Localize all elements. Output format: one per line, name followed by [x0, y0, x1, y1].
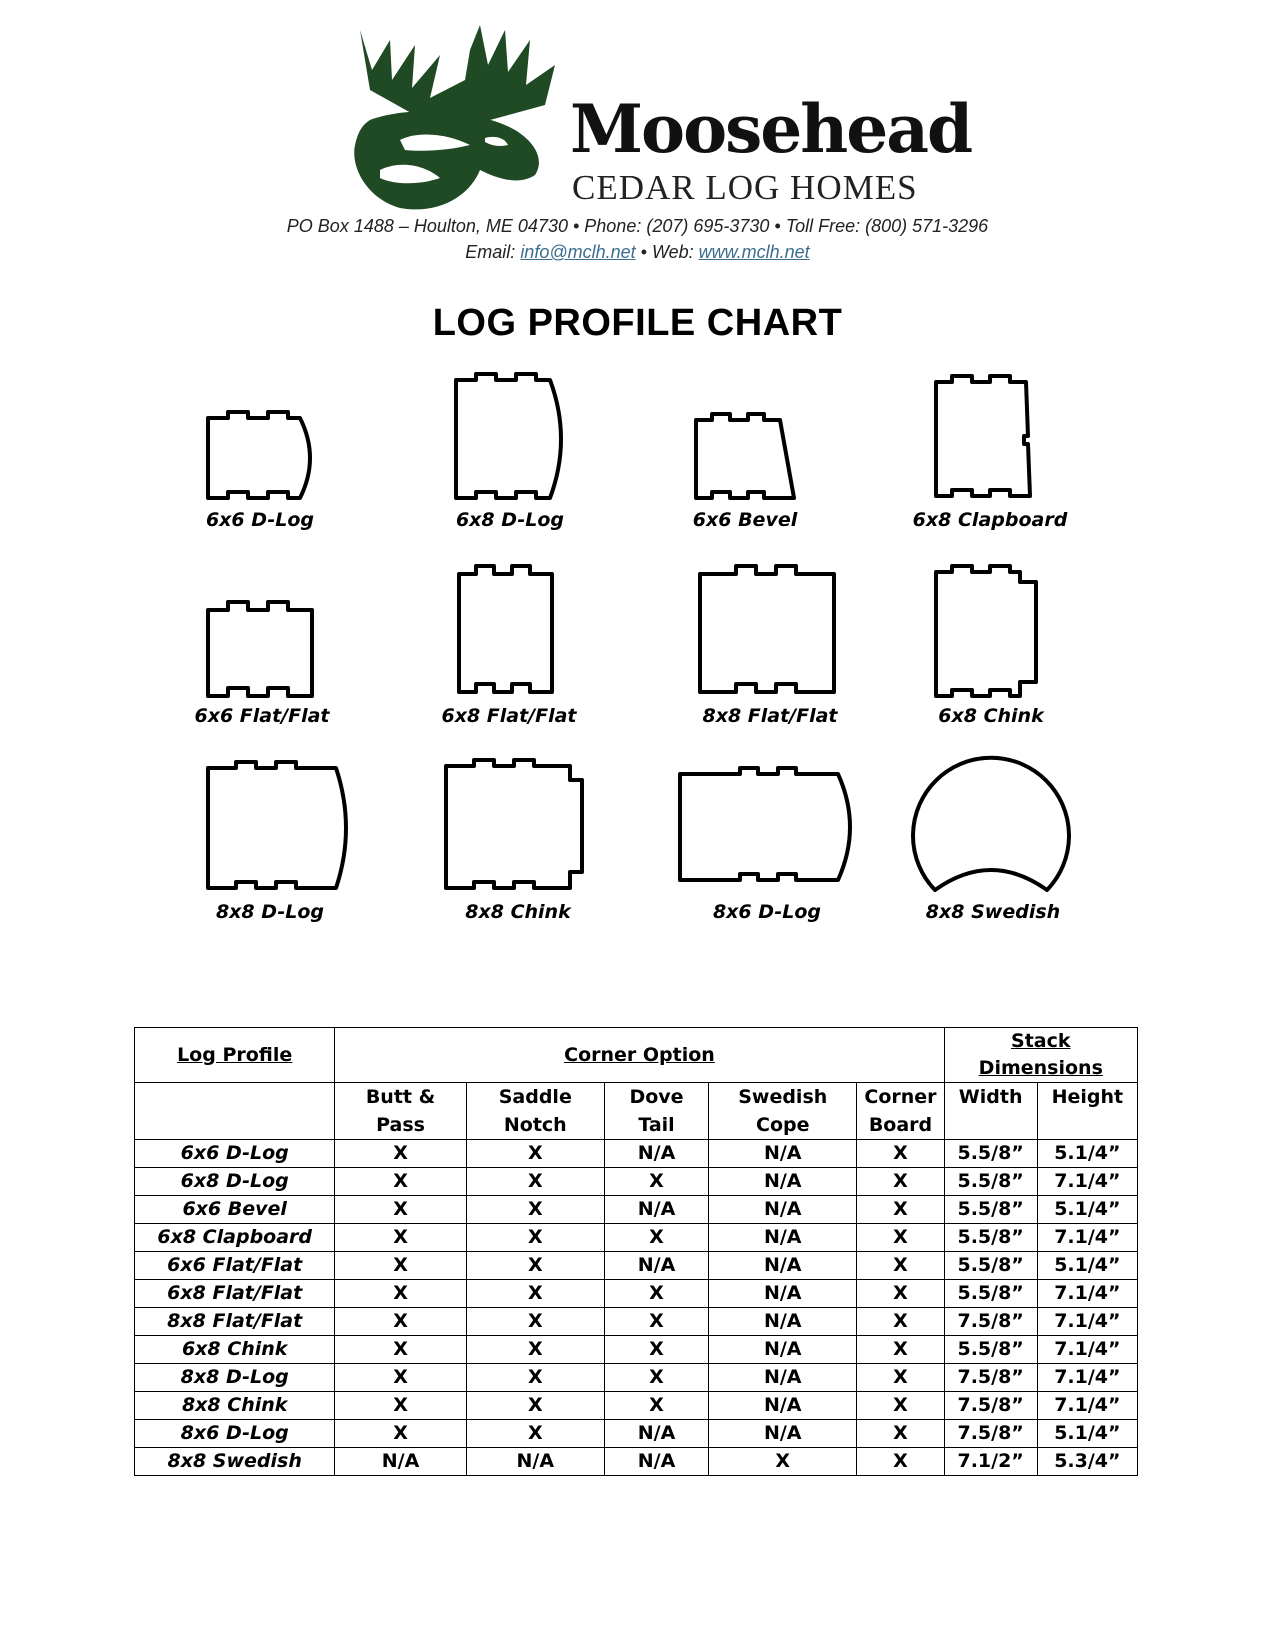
table-cell: 7.1/4” — [1037, 1336, 1137, 1364]
table-cell: 7.1/4” — [1037, 1168, 1137, 1196]
table-cell: N/A — [709, 1420, 857, 1448]
table-cell: 7.5/8” — [944, 1308, 1037, 1336]
table-cell: N/A — [709, 1224, 857, 1252]
profile-shape-8x8-chink — [446, 760, 582, 888]
table-cell: X — [604, 1364, 708, 1392]
table-row — [135, 1308, 1138, 1336]
table-cell: 5.5/8” — [944, 1280, 1037, 1308]
table-cell: X — [466, 1168, 604, 1196]
table-cell: 5.1/4” — [1037, 1420, 1137, 1448]
table-cell: X — [466, 1140, 604, 1168]
profile-shape-6x8-flat-flat — [459, 566, 552, 692]
web-separator: • Web: — [635, 242, 699, 262]
header-stack-dimensions: Stack Dimensions — [944, 1028, 1137, 1083]
table-cell: X — [335, 1224, 466, 1252]
header-butt-pass — [335, 1083, 466, 1140]
brand-name: Moosehead — [570, 90, 972, 168]
log-profiles — [0, 370, 1275, 980]
profile-label: 6x6 D-Log — [205, 509, 315, 531]
profile-shape-6x8-d-log — [456, 374, 561, 498]
row-profile-name: 6x6 Bevel — [135, 1196, 335, 1224]
row-profile-name: 6x8 Clapboard — [135, 1224, 335, 1252]
table-cell: 5.3/4” — [1037, 1448, 1137, 1476]
table-row — [135, 1280, 1138, 1308]
table-cell: X — [335, 1392, 466, 1420]
table-cell: X — [604, 1224, 708, 1252]
row-profile-name: 6x6 D-Log — [135, 1140, 335, 1168]
table-body — [135, 1140, 1138, 1476]
table-cell: X — [857, 1224, 944, 1252]
table-cell: N/A — [466, 1448, 604, 1476]
table-cell: X — [335, 1280, 466, 1308]
table-cell: 7.1/4” — [1037, 1224, 1137, 1252]
table-cell: X — [335, 1420, 466, 1448]
table-row — [135, 1392, 1138, 1420]
table-cell: 5.5/8” — [944, 1140, 1037, 1168]
table-cell: 5.1/4” — [1037, 1252, 1137, 1280]
header-dove-line1: Dove — [629, 1086, 684, 1108]
header-height — [1037, 1083, 1137, 1140]
web-link[interactable]: www.mclh.net — [698, 242, 810, 262]
table-cell: X — [466, 1420, 604, 1448]
table-cell: X — [335, 1336, 466, 1364]
row-profile-name: 8x8 Chink — [135, 1392, 335, 1420]
table-cell: X — [857, 1448, 944, 1476]
table-cell: 5.5/8” — [944, 1168, 1037, 1196]
table-cell: N/A — [709, 1308, 857, 1336]
table-cell: N/A — [709, 1168, 857, 1196]
table-cell: X — [604, 1280, 708, 1308]
profile-shape-6x8-chink — [936, 566, 1036, 696]
header-width-label: Width — [958, 1086, 1023, 1108]
table-cell: X — [466, 1252, 604, 1280]
log-profile-table — [134, 1027, 1138, 1476]
profile-shape-8x8-swedish — [913, 758, 1069, 890]
header-blank — [135, 1083, 335, 1140]
header-saddle-line1: Saddle — [498, 1086, 572, 1108]
header-width — [944, 1083, 1037, 1140]
header-dove-tail — [604, 1083, 708, 1140]
table-cell: X — [857, 1168, 944, 1196]
contact-web-line — [0, 242, 1275, 263]
brand-subtitle: CEDAR LOG HOMES — [572, 168, 918, 207]
table-row — [135, 1420, 1138, 1448]
header-corner-line2: Board — [868, 1114, 933, 1136]
header-corner-line1: Corner — [864, 1086, 937, 1108]
row-profile-name: 6x8 Flat/Flat — [135, 1280, 335, 1308]
table-cell: 7.5/8” — [944, 1392, 1037, 1420]
contact-address-line: PO Box 1488 – Houlton, ME 04730 • Phone: (207) 695-3730 • Toll Free: (800) 571-3296 — [286, 216, 989, 236]
table-cell: 5.5/8” — [944, 1196, 1037, 1224]
header-swedish-cope — [709, 1083, 857, 1140]
row-profile-name: 6x6 Flat/Flat — [135, 1252, 335, 1280]
profile-label: 8x8 Flat/Flat — [702, 705, 838, 727]
table-cell: X — [466, 1280, 604, 1308]
header-corner-board — [857, 1083, 944, 1140]
profile-shape-6x6-flat-flat — [208, 602, 312, 696]
table-cell: 7.5/8” — [944, 1364, 1037, 1392]
profile-label: 8x6 D-Log — [712, 901, 822, 923]
profile-label: 6x8 D-Log — [455, 509, 565, 531]
table-row — [135, 1448, 1138, 1476]
table-cell: 7.1/2” — [944, 1448, 1037, 1476]
table-cell: X — [466, 1308, 604, 1336]
table-cell: N/A — [604, 1448, 708, 1476]
table-cell: X — [466, 1196, 604, 1224]
table-cell: X — [466, 1364, 604, 1392]
table-cell: X — [335, 1252, 466, 1280]
table-cell: X — [604, 1168, 708, 1196]
table-cell: X — [604, 1308, 708, 1336]
table-cell: X — [335, 1364, 466, 1392]
table-cell: 7.5/8” — [944, 1420, 1037, 1448]
table-cell: X — [466, 1392, 604, 1420]
table-row — [135, 1168, 1138, 1196]
header-height-label: Height — [1051, 1086, 1124, 1108]
table-cell: X — [466, 1224, 604, 1252]
profile-label: 6x8 Flat/Flat — [441, 705, 577, 727]
table-cell: X — [466, 1336, 604, 1364]
header-log-profile: Log Profile — [135, 1028, 335, 1083]
table-cell: X — [857, 1196, 944, 1224]
table-cell: N/A — [709, 1196, 857, 1224]
table-cell: N/A — [604, 1420, 708, 1448]
table-cell: N/A — [604, 1252, 708, 1280]
table-cell: 5.5/8” — [944, 1252, 1037, 1280]
email-label: Email: — [465, 242, 521, 262]
email-link[interactable]: info@mclh.net — [520, 242, 636, 262]
table-row — [135, 1140, 1138, 1168]
table-cell: 5.5/8” — [944, 1224, 1037, 1252]
table-cell: X — [857, 1308, 944, 1336]
table-cell: 7.1/4” — [1037, 1392, 1137, 1420]
table-cell: X — [857, 1364, 944, 1392]
profile-shape-6x8-clapboard — [936, 376, 1030, 496]
row-profile-name: 8x8 Flat/Flat — [135, 1308, 335, 1336]
table-cell: X — [857, 1140, 944, 1168]
profile-label: 6x8 Clapboard — [912, 509, 1068, 531]
table-cell: X — [335, 1308, 466, 1336]
profile-shape-8x8-flat-flat — [700, 566, 834, 692]
table-cell: X — [857, 1252, 944, 1280]
table-row — [135, 1336, 1138, 1364]
table-cell: X — [857, 1420, 944, 1448]
table-cell: 5.5/8” — [944, 1336, 1037, 1364]
profile-label: 6x8 Chink — [938, 705, 1044, 727]
table-row — [135, 1196, 1138, 1224]
header-swedish-line2: Cope — [756, 1114, 810, 1136]
profile-shape-6x6-bevel — [696, 414, 794, 498]
profile-label: 8x8 Swedish — [925, 901, 1061, 923]
row-profile-name: 6x8 Chink — [135, 1336, 335, 1364]
table-cell: N/A — [604, 1196, 708, 1224]
header-corner-option: Corner Option — [335, 1028, 944, 1083]
row-profile-name: 8x8 Swedish — [135, 1448, 335, 1476]
row-profile-name: 6x8 D-Log — [135, 1168, 335, 1196]
profile-shape-6x6-d-log — [208, 412, 310, 498]
table-cell: X — [335, 1140, 466, 1168]
page-title: LOG PROFILE CHART — [432, 302, 843, 344]
row-profile-name: 8x6 D-Log — [135, 1420, 335, 1448]
table-cell: X — [857, 1336, 944, 1364]
table-cell: N/A — [709, 1140, 857, 1168]
table-cell: N/A — [335, 1448, 466, 1476]
profile-shape-8x6-d-log — [680, 768, 850, 880]
table-cell: X — [709, 1448, 857, 1476]
row-profile-name: 8x8 D-Log — [135, 1364, 335, 1392]
header-saddle-line2: Notch — [503, 1114, 567, 1136]
table-cell: X — [857, 1280, 944, 1308]
table-cell: 7.1/4” — [1037, 1364, 1137, 1392]
table-cell: X — [335, 1168, 466, 1196]
table-row — [135, 1364, 1138, 1392]
profile-label: 8x8 D-Log — [215, 901, 325, 923]
table-cell: N/A — [709, 1280, 857, 1308]
profile-label: 8x8 Chink — [465, 901, 571, 923]
table-cell: N/A — [709, 1364, 857, 1392]
header-swedish-line1: Swedish — [738, 1086, 828, 1108]
table-cell: N/A — [604, 1140, 708, 1168]
table-cell: N/A — [709, 1252, 857, 1280]
table-cell: 5.1/4” — [1037, 1196, 1137, 1224]
table-cell: 5.1/4” — [1037, 1140, 1137, 1168]
table-cell: X — [335, 1196, 466, 1224]
table-cell: X — [857, 1392, 944, 1420]
table-cell: X — [604, 1392, 708, 1420]
header-dove-line2: Tail — [638, 1114, 675, 1136]
header-butt-pass-label: Butt & Pass — [365, 1086, 436, 1136]
table-cell: 7.1/4” — [1037, 1280, 1137, 1308]
table-cell: 7.1/4” — [1037, 1308, 1137, 1336]
table-row — [135, 1252, 1138, 1280]
table-cell: X — [604, 1336, 708, 1364]
table-cell: N/A — [709, 1336, 857, 1364]
table-cell: N/A — [709, 1392, 857, 1420]
header-saddle-notch — [466, 1083, 604, 1140]
table-row — [135, 1224, 1138, 1252]
profile-label: 6x6 Bevel — [692, 509, 798, 531]
profile-shape-8x8-d-log — [208, 762, 346, 888]
profile-label: 6x6 Flat/Flat — [194, 705, 330, 727]
